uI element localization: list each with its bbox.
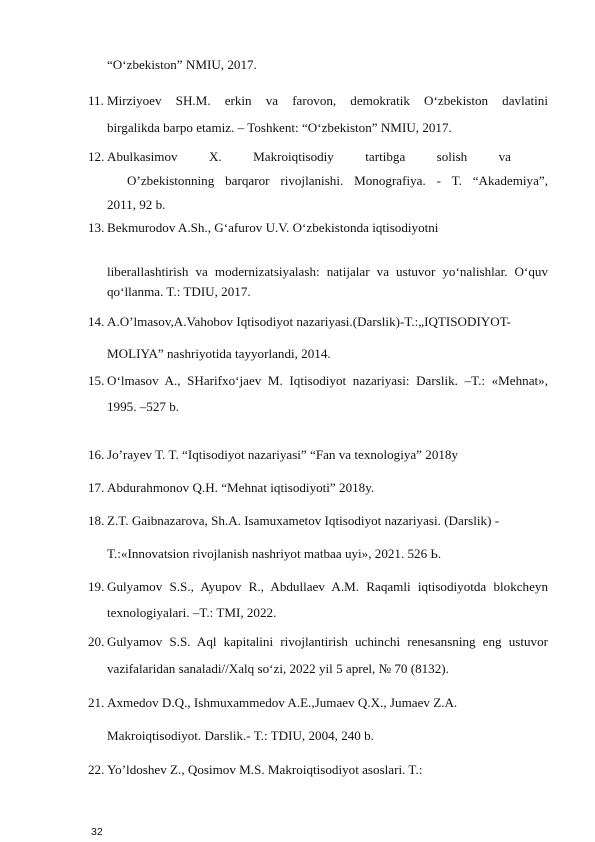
reference-number-11: 11. bbox=[88, 93, 104, 108]
reference-20-line-1: Gulyamov S.S. Aql kapitalini rivojlantirish uchinchi renesansning eng ustuvor bbox=[107, 634, 548, 649]
reference-number-15: 15. bbox=[88, 373, 105, 388]
reference-number-20: 20. bbox=[88, 634, 105, 649]
reference-17-line-1: Abdurahmonov Q.H. “Mehnat iqtisodiyoti” 2018y. bbox=[107, 480, 375, 495]
reference-11-line-2: birgalikda barpo etamiz. – Toshkent: “O‘zbekiston” NMIU, 2017. bbox=[107, 120, 452, 135]
reference-number-21: 21. bbox=[88, 695, 105, 710]
reference-continuation-line: “O‘zbekiston” NMIU, 2017. bbox=[107, 57, 257, 72]
reference-12-line-2: O’zbekistonning barqaror rivojlanishi. Monografiya. - T. “Akademiya”, bbox=[127, 173, 548, 188]
reference-14-line-2: MOLIYA” nashriyotida tayyorlandi, 2014. bbox=[107, 346, 331, 361]
reference-number-18: 18. bbox=[88, 513, 105, 528]
reference-13-line-2: liberallashtirish va modernizatsiyalash: natijalar va ustuvor yo‘nalishlar. O‘quv bbox=[107, 264, 548, 279]
reference-number-16: 16. bbox=[88, 447, 105, 462]
reference-14-line-1: A.O’lmasov,A.Vahobov Iqtisodiyot nazariyasi.(Darslik)-T.:„IQTISODIYOT- bbox=[107, 314, 511, 329]
reference-13-line-1: Bekmurodov A.Sh., G‘afurov U.V. O‘zbekistonda iqtisodiyotni bbox=[107, 220, 439, 235]
reference-21-line-2: Makroiqtisodiyot. Darslik.- T.: TDIU, 2004, 240 b. bbox=[107, 728, 374, 743]
reference-number-22: 22. bbox=[88, 762, 105, 777]
reference-12-line-3: 2011, 92 b. bbox=[107, 197, 166, 212]
reference-number-14: 14. bbox=[88, 314, 105, 329]
reference-13-line-3: qo‘llanma. T.: TDIU, 2017. bbox=[107, 284, 251, 299]
reference-19-line-2: texnologiyalari. –T.: TMI, 2022. bbox=[107, 605, 277, 620]
reference-21-line-1: Axmedov D.Q., Ishmuxammedov A.E.,Jumaev Q.X., Jumaev Z.A. bbox=[107, 695, 458, 710]
page-number: 32 bbox=[91, 826, 103, 838]
reference-number-17: 17. bbox=[88, 480, 105, 495]
reference-16-line-1: Jo’rayev T. T. “Iqtisodiyot nazariyasi” “Fan va texnologiya” 2018y bbox=[107, 447, 459, 462]
reference-18-line-2: T.:«Innovatsion rivojlanish nashriyot matbaa uyi», 2021. 526 Ь. bbox=[107, 546, 442, 561]
reference-number-19: 19. bbox=[88, 579, 105, 594]
reference-number-12: 12. bbox=[88, 149, 105, 164]
reference-number-13: 13. bbox=[88, 220, 105, 235]
reference-15-line-2: 1995. –527 b. bbox=[107, 399, 180, 414]
reference-19-line-1: Gulyamov S.S., Ayupov R., Abdullaev A.M. Raqamli iqtisodiyotda blokcheyn bbox=[107, 579, 548, 594]
reference-12-line-1: Abulkasimov X. Makroiqtisodiy tartibga solish va bbox=[107, 149, 511, 164]
reference-18-line-1: Z.T. Gaibnazarova, Sh.A. Isamuxametov Iqtisodiyot nazariyasi. (Darslik) - bbox=[107, 513, 500, 528]
reference-22-line-1: Yo’ldoshev Z., Qosimov M.S. Makroiqtisodiyot asoslari. T.: bbox=[107, 762, 423, 777]
reference-20-line-2: vazifalaridan sanaladi//Xalq so‘zi, 2022 yil 5 aprel, № 70 (8132). bbox=[107, 661, 449, 676]
reference-15-line-1: O‘lmasov A., SHarifxo‘jaev M. Iqtisodiyot nazariyasi: Darslik. –T.: «Mehnat», bbox=[107, 373, 548, 388]
reference-11-line-1: Mirziyoev SH.M. erkin va farovon, demokratik O‘zbekiston davlatini bbox=[107, 93, 548, 108]
